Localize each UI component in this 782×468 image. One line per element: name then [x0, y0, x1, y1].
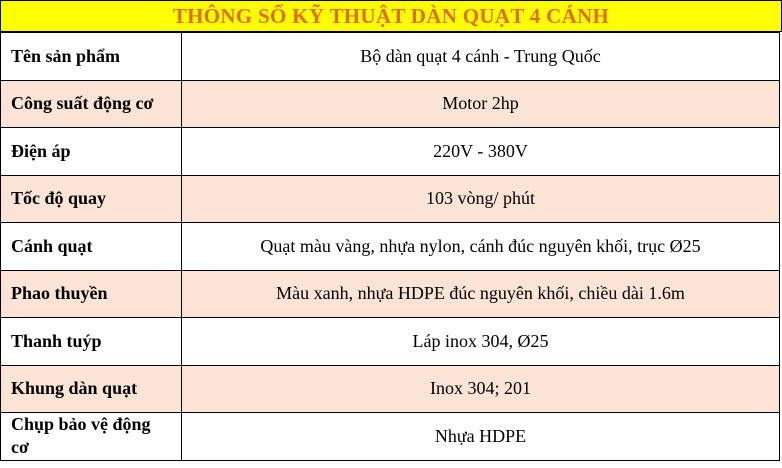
row-value: Màu xanh, nhựa HDPE đúc nguyên khối, chiều dài 1.6m	[182, 270, 780, 318]
table-row	[1, 128, 780, 176]
row-value: 220V - 380V	[182, 128, 780, 176]
row-value: Láp inox 304, Ø25	[182, 318, 780, 366]
row-value: Motor 2hp	[182, 80, 780, 128]
table-title: THÔNG SỐ KỸ THUẬT DÀN QUẠT 4 CÁNH	[0, 0, 782, 32]
table-row	[1, 318, 780, 366]
table-row	[1, 33, 780, 81]
row-label: Cánh quạt	[1, 223, 182, 271]
row-value: 103 vòng/ phút	[182, 175, 780, 223]
row-value: Inox 304; 201	[182, 365, 780, 413]
row-value: Quạt màu vàng, nhựa nylon, cánh đúc nguyên khối, trục Ø25	[182, 223, 780, 271]
row-value: Bộ dàn quạt 4 cánh - Trung Quốc	[182, 33, 780, 81]
table-row	[1, 223, 780, 271]
row-value: Nhựa HDPE	[182, 413, 780, 461]
table-row	[1, 365, 780, 413]
table-row	[1, 80, 780, 128]
table-row	[1, 413, 780, 461]
row-label: Khung dàn quạt	[1, 365, 182, 413]
spec-table	[0, 32, 780, 461]
row-label: Công suất động cơ	[1, 80, 182, 128]
row-label: Điện áp	[1, 128, 182, 176]
row-label: Chụp bảo vệ động cơ	[1, 413, 182, 461]
row-label: Thanh tuýp	[1, 318, 182, 366]
table-row	[1, 175, 780, 223]
row-label: Tên sản phẩm	[1, 33, 182, 81]
row-label: Phao thuyền	[1, 270, 182, 318]
table-row	[1, 270, 780, 318]
row-label: Tốc độ quay	[1, 175, 182, 223]
